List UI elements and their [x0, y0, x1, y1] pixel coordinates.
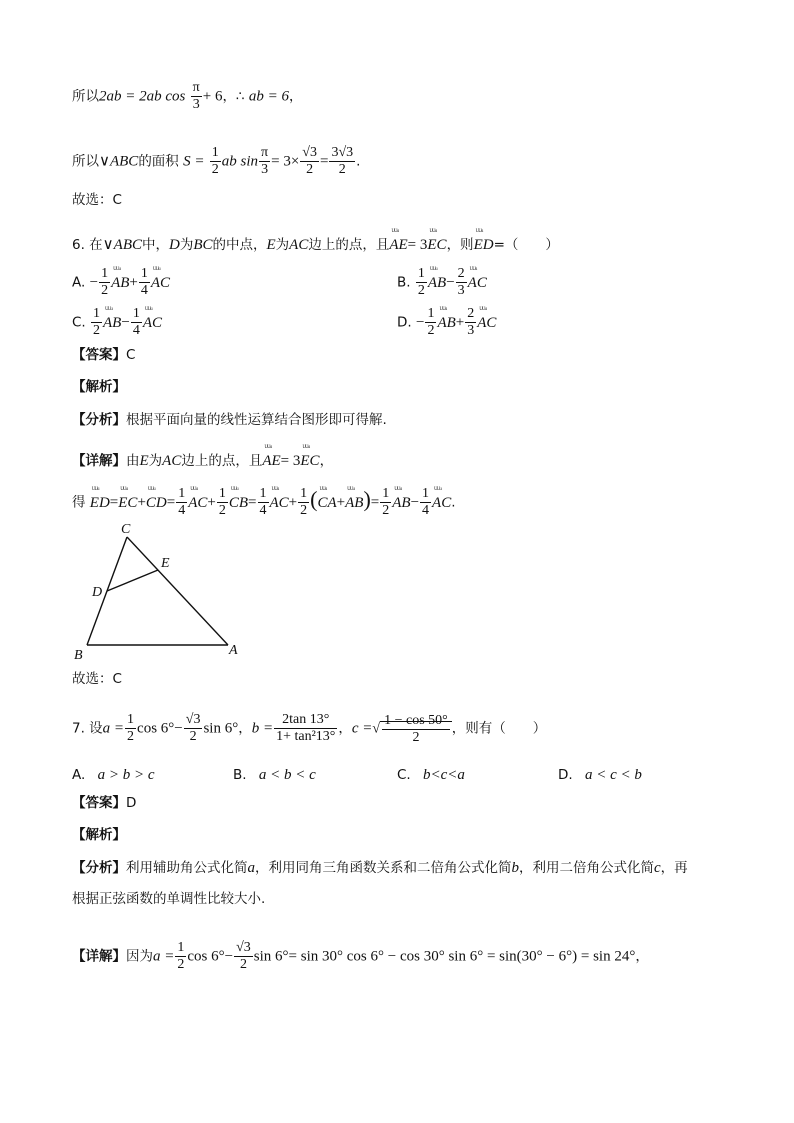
answer-line-prev: 故选：C — [72, 192, 122, 208]
triangle-name: ∨ABC — [102, 237, 142, 253]
op: = — [370, 494, 380, 511]
segment-ac: AC — [289, 237, 309, 253]
vector-cd: ᵁᵁᵘ CD — [146, 490, 167, 511]
fraction — [99, 266, 110, 299]
frac-num: √3 — [234, 940, 253, 957]
fraction — [420, 486, 431, 519]
fraction — [210, 145, 221, 178]
frac-num: 1 — [125, 712, 136, 729]
text: 边上的点，且 — [308, 237, 390, 253]
vector: ᵁᵁᵘ AC — [468, 269, 487, 292]
fenxi-text: 根据平面向量的线性运算结合图形即可得解. — [126, 412, 387, 428]
var-a: a = — [102, 720, 125, 737]
fraction — [329, 145, 355, 178]
frac-num: √3 — [184, 712, 203, 729]
segment-bc: BC — [193, 237, 213, 253]
vector-ac: ᵁᵁᵘ AC — [270, 490, 289, 511]
result: ab = 6 — [248, 88, 289, 105]
option-label: B. — [397, 274, 411, 291]
text: 因为 — [126, 948, 153, 965]
fraction — [300, 145, 319, 178]
answer-value: C — [126, 347, 136, 363]
vector-ae: ᵁᵁᵘ AE — [262, 448, 280, 469]
q7-xiangjie — [72, 940, 649, 973]
fraction — [175, 940, 186, 973]
option-label: C. — [72, 314, 86, 331]
frac-num: 3√3 — [329, 145, 355, 162]
fraction — [191, 80, 202, 113]
fraction — [425, 306, 436, 339]
option-text: a > b > c — [97, 767, 155, 783]
frac-den: 2 — [338, 162, 346, 178]
sign: − — [415, 314, 425, 331]
frac-num: 1 — [99, 266, 110, 283]
label-a: A — [229, 643, 238, 658]
area-symbol: S = — [183, 153, 205, 170]
fraction — [184, 712, 203, 745]
sign: − — [89, 274, 99, 291]
text: ，利用二倍角公式化简 — [519, 860, 654, 876]
frac-den: 3 — [467, 323, 475, 339]
text-mid: 的面积 — [138, 153, 179, 170]
frac-num: 2 — [465, 306, 476, 323]
q6-option-d[interactable] — [397, 306, 496, 339]
q7-fenxi-2: 根据正弦函数的单调性比较大小. — [72, 891, 266, 907]
option-text: b<c<a — [423, 767, 465, 783]
option-label: D. — [397, 314, 412, 331]
var-b: b — [511, 860, 519, 876]
text: ，再 — [660, 860, 688, 876]
expr: = — [109, 494, 119, 511]
expr: ab sin — [221, 153, 259, 170]
frac-num: π — [259, 145, 270, 162]
expr: = 3× — [271, 153, 300, 170]
frac-den: 2 — [93, 323, 101, 339]
frac-num: 1 — [175, 940, 186, 957]
q6-stem — [72, 232, 559, 253]
punct: . — [356, 153, 361, 170]
q6-option-c[interactable] — [72, 306, 162, 339]
frac-den: 2 — [218, 503, 226, 519]
frac-num: 1 — [91, 306, 102, 323]
expr: cos 6° — [137, 720, 175, 737]
blank: =（ ） — [493, 237, 559, 253]
frac-num: 1 — [425, 306, 436, 323]
op: − — [174, 720, 183, 737]
op: − — [410, 494, 420, 511]
frac-den: 3 — [261, 162, 269, 178]
text: 为 — [275, 237, 290, 253]
answer-tag: 【答案】 — [72, 795, 126, 811]
frac-num: 1 — [131, 306, 142, 323]
frac-den: 2 — [127, 729, 135, 745]
text: 得 — [72, 494, 86, 511]
vector-ca: ᵁᵁᵘ CA — [317, 490, 336, 511]
frac-den: 2 — [300, 503, 308, 519]
frac-den: 2 — [417, 283, 425, 299]
fenxi-tag: 【分析】 — [72, 860, 126, 876]
therefore: ，∴ — [222, 88, 245, 105]
q6-answer — [72, 349, 135, 363]
q6-option-a[interactable] — [72, 266, 170, 299]
point-d: D — [168, 237, 180, 253]
option-label: B. — [233, 767, 247, 783]
frac-den: 2 — [177, 957, 185, 973]
q7-option-b[interactable] — [233, 767, 316, 784]
side-ca — [127, 537, 228, 645]
vector: ᵁᵁᵘ AB — [103, 309, 121, 332]
vector: ᵁᵁᵘ AB — [111, 269, 129, 292]
vector: ᵁᵁᵘ AC — [477, 309, 496, 332]
punct: ， — [288, 88, 303, 105]
fraction — [258, 486, 269, 519]
vector: ᵁᵁᵘ AB — [428, 269, 446, 292]
var-c: c = — [351, 720, 373, 737]
q6-answer-line: 故选：C — [72, 671, 122, 687]
q6-analysis-tag: 【解析】 — [72, 379, 126, 395]
sqrt: √ $\frac{1 - \cos 50^\circ}{2}$ — [372, 721, 451, 737]
vector-ac: ᵁᵁᵘ AC — [432, 490, 451, 511]
q7-option-a[interactable] — [72, 767, 155, 784]
frac-den: 2 — [427, 323, 435, 339]
op: + — [129, 274, 138, 291]
frac-num: 1 — [298, 486, 309, 503]
fraction — [217, 486, 228, 519]
frac-num: √3 — [300, 145, 319, 162]
frac-den: 4 — [132, 323, 140, 339]
fraction — [382, 713, 450, 746]
vector-ac: ᵁᵁᵘ AC — [188, 490, 207, 511]
op: − — [446, 274, 455, 291]
frac-num: π — [191, 80, 202, 97]
derivation-line-ab — [72, 80, 302, 113]
label-c: C — [121, 522, 131, 537]
q6-option-b[interactable] — [397, 266, 487, 299]
frac-den: 1+ tan²13° — [276, 729, 336, 745]
expr: cos 6° — [187, 948, 225, 965]
text: 的中点， — [212, 237, 267, 253]
fraction — [176, 486, 187, 519]
frac-num: 1 — [416, 266, 427, 283]
vector-cb: ᵁᵁᵘ CB — [229, 490, 248, 511]
frac-den: 2 — [412, 729, 420, 745]
label-e: E — [161, 556, 170, 571]
frac-den: 4 — [140, 283, 148, 299]
q7-option-d[interactable] — [558, 767, 642, 784]
fenxi-tag: 【分析】 — [72, 412, 126, 428]
segment-ac: AC — [162, 453, 182, 469]
fraction — [125, 712, 136, 745]
expr: = sin 30° cos 6° − cos 30° sin 6° = sin(30° − 6°) = sin 24° — [288, 948, 636, 965]
frac-den: 2 — [306, 162, 314, 178]
answer-value: D — [126, 795, 137, 811]
triangle-name: ∨ABC — [99, 153, 139, 170]
vector-ab: ᵁᵁᵘ AB — [392, 490, 410, 511]
paren: ( — [310, 486, 318, 512]
xiangjie-tag: 【详解】 — [72, 948, 126, 965]
vector-ae: ᵁᵁᵘ AE — [389, 232, 407, 253]
fraction — [234, 940, 253, 973]
op: + — [207, 494, 216, 511]
frac-num: 1 — [258, 486, 269, 503]
fraction — [91, 306, 102, 339]
text: ，利用同角三角函数关系和二倍角公式化简 — [255, 860, 512, 876]
text: 中， — [141, 237, 169, 253]
answer-tag: 【答案】 — [72, 347, 126, 363]
punct: ， — [635, 948, 649, 965]
frac-den: 2 — [239, 957, 247, 973]
vector-ab: ᵁᵁᵘ AB — [345, 490, 363, 511]
frac-num: 2 — [456, 266, 467, 283]
fraction — [465, 306, 476, 339]
op: + — [288, 494, 298, 511]
frac-den: 4 — [259, 503, 267, 519]
option-label: A. — [72, 767, 86, 783]
equation: 2ab = 2ab cos — [99, 88, 186, 105]
frac-den: 3 — [192, 97, 200, 113]
expr: = — [166, 494, 176, 511]
text-prefix: 所以 — [72, 88, 99, 105]
option-label: A. — [72, 274, 86, 291]
vector-ed: ᵁᵁᵘ ED — [90, 490, 110, 511]
frac-den: 2 — [211, 162, 219, 178]
frac-num: 1 — [210, 145, 221, 162]
op: + — [336, 494, 346, 511]
fraction — [131, 306, 142, 339]
expr: sin 6° — [203, 720, 239, 737]
frac-den: 2 — [382, 503, 390, 519]
op: − — [224, 948, 234, 965]
q6-fenxi — [72, 414, 387, 428]
vector: ᵁᵁᵘ AC — [151, 269, 170, 292]
q7-number: 7. 设 — [72, 720, 103, 737]
punct: ， — [319, 453, 334, 469]
fraction — [259, 145, 270, 178]
q6-xiangjie-1 — [72, 448, 333, 469]
fraction — [139, 266, 150, 299]
var-a: a = — [153, 948, 175, 965]
option-text: a < c < b — [584, 767, 642, 783]
frac-num: 2tan 13° — [274, 712, 337, 729]
q7-option-c[interactable] — [397, 767, 465, 784]
option-label: C. — [397, 767, 411, 783]
text: 利用辅助角公式化简 — [126, 860, 248, 876]
vector-ec: ᵁᵁᵘ EC — [427, 232, 446, 253]
op: − — [121, 314, 130, 331]
frac-den: 2 — [101, 283, 109, 299]
fraction — [456, 266, 467, 299]
point-e: E — [266, 237, 276, 253]
equation-tail: + 6 — [202, 88, 223, 105]
frac-num: 1 − cos 50° — [382, 713, 450, 730]
q6-number: 6. 在 — [72, 237, 103, 253]
vector-ec: ᵁᵁᵘ EC — [118, 490, 137, 511]
var-c: c — [654, 860, 661, 876]
var-b: b = — [251, 720, 274, 737]
expr: = — [319, 153, 329, 170]
paren: ) — [363, 486, 371, 512]
op: + — [455, 314, 465, 331]
label-d: D — [92, 585, 103, 600]
expr: + — [137, 494, 146, 511]
fraction — [274, 712, 337, 745]
punct: ， — [338, 720, 352, 737]
punct: ， — [238, 720, 252, 737]
frac-num: 1 — [217, 486, 228, 503]
q7-answer — [72, 797, 136, 811]
frac-den: 2 — [189, 729, 197, 745]
xiangjie-tag: 【详解】 — [72, 453, 126, 469]
op: = — [248, 494, 257, 511]
q6-xiangjie-2 — [72, 486, 456, 519]
punct: . — [451, 494, 456, 511]
fraction — [298, 486, 309, 519]
expr: = 3 — [407, 237, 428, 253]
text: 边上的点，且 — [181, 453, 263, 469]
option-text: a < b < c — [258, 767, 316, 783]
frac-den: 4 — [178, 503, 186, 519]
frac-num: 1 — [420, 486, 431, 503]
vector: ᵁᵁᵘ AC — [143, 309, 162, 332]
expr: = 3 — [280, 453, 301, 469]
fraction — [416, 266, 427, 299]
text: ，则 — [446, 237, 474, 253]
text: 为 — [179, 237, 194, 253]
derivation-line-area — [72, 145, 360, 178]
label-b: B — [74, 648, 83, 663]
q7-fenxi — [72, 861, 688, 876]
q7-stem — [72, 712, 546, 746]
vector-ed: ᵁᵁᵘ ED — [474, 232, 494, 253]
q7-analysis-tag: 【解析】 — [72, 827, 126, 843]
blank: ，则有（ ） — [451, 720, 547, 737]
text: 为 — [148, 453, 163, 469]
frac-num: 1 — [139, 266, 150, 283]
text: 由 — [126, 453, 140, 469]
text-prefix: 所以 — [72, 153, 99, 170]
frac-den: 4 — [422, 503, 430, 519]
vector: ᵁᵁᵘ AB — [437, 309, 455, 332]
var-a: a — [247, 860, 255, 876]
expr: sin 6° — [253, 948, 289, 965]
option-label: D. — [558, 767, 573, 783]
vector-ec: ᵁᵁᵘ EC — [300, 448, 319, 469]
segment-de — [107, 570, 158, 591]
frac-num: 1 — [380, 486, 391, 503]
frac-den: 3 — [457, 283, 465, 299]
fraction — [380, 486, 391, 519]
frac-num: 1 — [176, 486, 187, 503]
point-e: E — [139, 453, 149, 469]
